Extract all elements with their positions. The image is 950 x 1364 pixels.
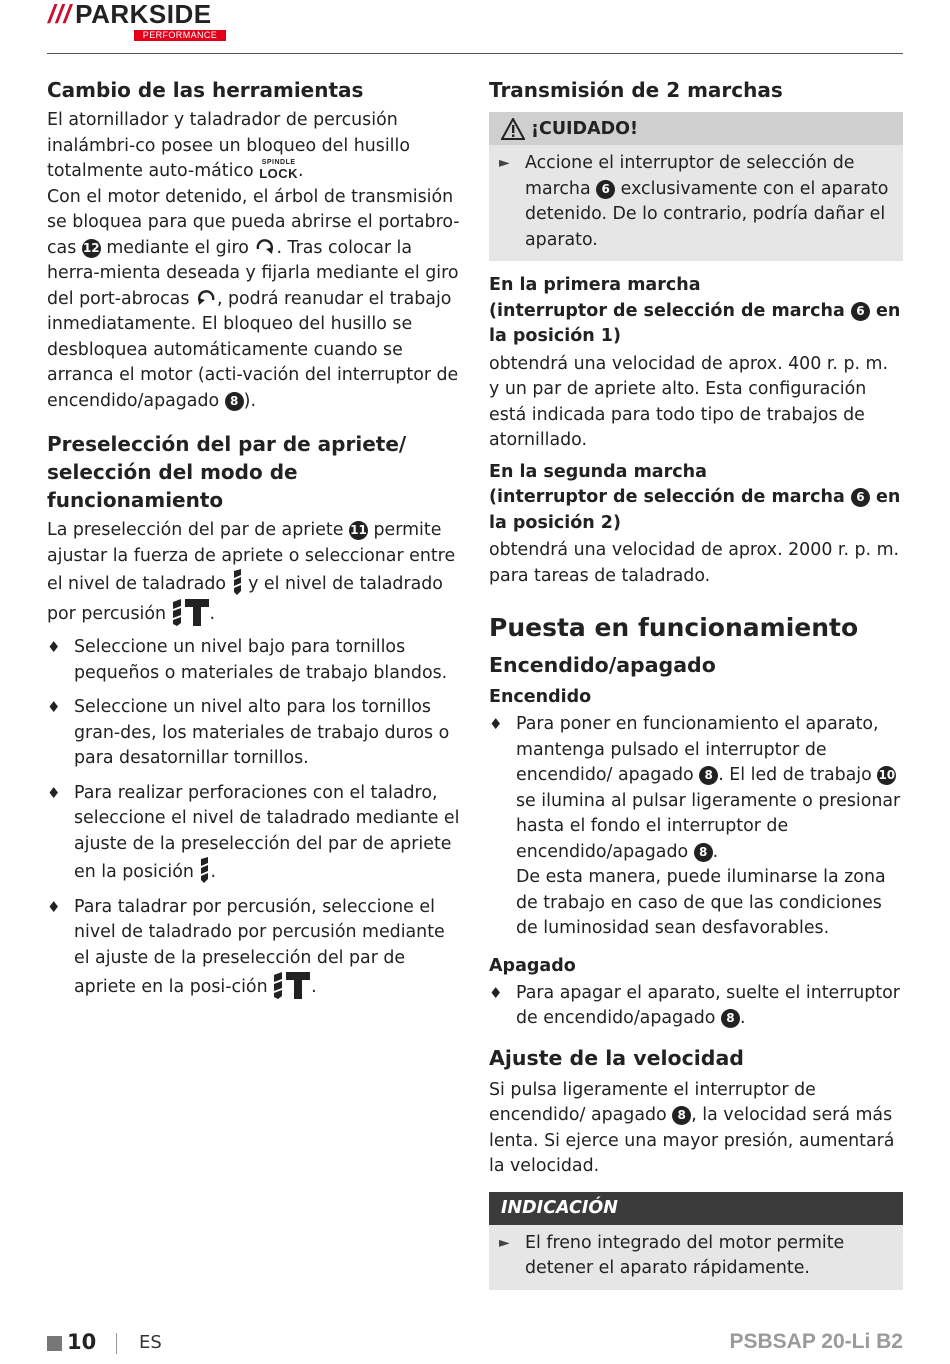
text: Para taladrar por percusión, seleccione el nivel de taladrado por percusión mediante el ajuste de la preselección del par de apriete en la posi-ción [74,896,445,997]
list-item-text [74,781,463,886]
arrow-bullet-icon: ► [499,155,510,171]
text: . [739,1008,746,1028]
diamond-bullet-icon: ♦ [47,698,61,716]
caution-header [489,112,903,145]
paragraph-spindle-lock [47,108,463,185]
list-item-text [516,712,903,942]
list-item [489,712,903,942]
list-item [489,981,903,1032]
note-header: INDICACIÓN [489,1192,903,1225]
text: , la velocidad será más lenta. Si ejerce una mayor presión, aumentará la velocidad. [489,1105,895,1176]
off-heading: Apagado [489,955,576,976]
text: . [209,603,216,624]
text: . El led de trabajo [718,765,872,785]
section-title-tool-change: Cambio de las herramientas [47,78,364,102]
footer-square-icon [47,1336,62,1351]
caution-label: ¡CUIDADO! [531,118,638,139]
drill-icon [232,569,243,595]
ref-number-badge: 6 [596,180,615,199]
gear2-heading [489,460,903,537]
ref-number-badge: 8 [225,392,244,411]
model-name: PSBSAP 20-Li B2 [729,1330,903,1353]
list-item [47,895,463,1001]
text: El atornillador y taladrador de percusión inalámbri-co posee un bloqueo del husillo totalmente auto-mático [47,110,410,181]
text: , podrá reanudar el trabajo inmediatamente. El bloqueo del husillo se desbloquea automáticamente cuando se arranca el motor (acti-vación del interruptor de encendido/apagado [47,288,459,411]
list-item-text [516,981,903,1032]
text: La preselección del par de apriete [47,520,344,540]
paragraph-speed [489,1078,903,1180]
drill-icon [199,857,210,883]
ref-number-badge: 11 [349,521,368,540]
section-title-gearbox: Transmisión de 2 marchas [489,78,783,102]
hammer-drill-icon [273,971,311,999]
gear1-heading [489,273,903,350]
diamond-bullet-icon: ♦ [489,715,503,733]
text: Para poner en funcionamiento el aparato, mantenga pulsado el interruptor de encendido/ apagado [516,714,879,785]
logo-brand: PARKSIDE [75,0,212,29]
text: en la posición 2) [489,487,901,533]
diamond-bullet-icon: ♦ [489,983,503,1002]
page-footer [47,1332,903,1356]
text: (interruptor de selección de marcha [489,487,845,507]
text: y el nivel de taladrado por percusión [47,574,443,624]
gear1-text: obtendrá una velocidad de aprox. 400 r. p. m. y un par de apriete alto. Esta configuración está indicada para todo tipo de trabajos de atornillado. [489,353,889,450]
parkside-logo [48,0,218,40]
list-item-text: Seleccione un nivel alto para los tornillos gran-des, los materiales de trabajo duros o para desatornillar tornillos. [74,697,450,768]
note-box [489,1192,903,1290]
ref-number-badge: 10 [877,766,896,785]
text: Para realizar perforaciones con el taladro, seleccione el nivel de taladrado mediante el ajuste de la preselección del par de apriete en la posición [74,782,460,882]
list-item-text: Seleccione un nivel bajo para tornillos pequeños o materiales de trabajo blandos. [74,637,448,683]
ref-number-badge: 12 [82,239,101,258]
header-divider [47,53,903,54]
text: mediante el giro [106,237,249,258]
list-item [47,635,463,686]
note-text: El freno integrado del motor permite detener el aparato rápidamente. [525,1232,845,1278]
text: Si pulsa ligeramente el interruptor de encendido/ apagado [489,1079,816,1125]
paragraph-chuck [47,185,463,415]
rotate-clockwise-icon [254,238,276,256]
logo-subbrand: PERFORMANCE [134,30,226,41]
warning-triangle-icon [501,118,525,140]
note-body [489,1225,903,1290]
language-code: ES [139,1332,162,1353]
text: permite ajustar la fuerza de apriete o seleccionar entre el nivel de taladrado [47,520,456,594]
text: en la posición 1) [489,300,901,346]
text: En la segunda marcha [489,461,707,482]
footer-divider [116,1333,117,1354]
ref-number-badge: 6 [851,488,870,507]
text: (interruptor de selección de marcha [489,300,845,321]
text: Accione el interruptor de selección de marcha [525,153,855,199]
on-heading: Encendido [489,687,592,707]
text: . [311,977,317,997]
lock-top-text: SPINDLE [261,159,296,166]
lock-bottom-text: LOCK [259,166,299,181]
section-title-torque: Preselección del par de apriete/ selección del modo de funcionamiento [47,432,407,512]
text: . [712,841,719,862]
torque-bullet-list [47,635,463,1001]
text: Para apagar el aparato, suelte el interruptor de encendido/apagado [516,982,900,1028]
text: exclusivamente con el aparato detenido. De lo contrario, podría dañar el aparato. [525,178,889,250]
diamond-bullet-icon: ♦ [47,638,61,656]
caution-text [525,151,893,253]
subsection-title-on-off: Encendido/apagado [489,653,716,677]
hammer-drill-icon [172,598,210,626]
paragraph-torque [47,518,463,627]
text: ). [243,390,256,411]
spindle-lock-icon [259,159,298,180]
list-item [47,695,463,772]
right-column [489,72,903,1302]
rotate-counterclockwise-icon [195,289,217,307]
gear2-text: obtendrá una velocidad de aprox. 2000 r. p. m. para tareas de taladrado. [489,540,900,586]
left-column [47,72,463,1010]
text: . [298,161,304,181]
text: De esta manera, puede iluminarse la zona de trabajo en caso de que las condiciones de luminosidad sean desfavorables. [516,867,886,938]
list-item-text [74,895,463,1001]
ref-number-badge: 8 [694,843,713,862]
text: En la primera marcha [489,275,701,295]
diamond-bullet-icon: ♦ [47,897,61,916]
section-title-startup: Puesta en funcionamiento [489,613,859,642]
page-number: 10 [67,1330,97,1354]
ref-number-badge: 8 [721,1009,740,1028]
text: Con el motor detenido, el árbol de transmisión se bloquea para que pueda abrirse el portabro-cas [47,186,460,258]
diamond-bullet-icon: ♦ [47,783,61,802]
logo-slashes: /// [48,0,72,29]
ref-number-badge: 6 [851,302,870,321]
caution-box [489,112,903,261]
text: . Tras colocar la herra-mienta deseada y fijarla mediante el giro del port-abrocas [47,237,459,309]
caution-body [489,145,903,261]
subsection-title-speed: Ajuste de la velocidad [489,1045,744,1070]
text: . [210,862,216,882]
ref-number-badge: 8 [699,766,718,785]
arrow-bullet-icon: ► [499,1234,510,1251]
ref-number-badge: 8 [672,1106,691,1125]
list-item [47,781,463,886]
text: se ilumina al pulsar ligeramente o presionar hasta el fondo el interruptor de encendido/apagado [516,790,901,862]
